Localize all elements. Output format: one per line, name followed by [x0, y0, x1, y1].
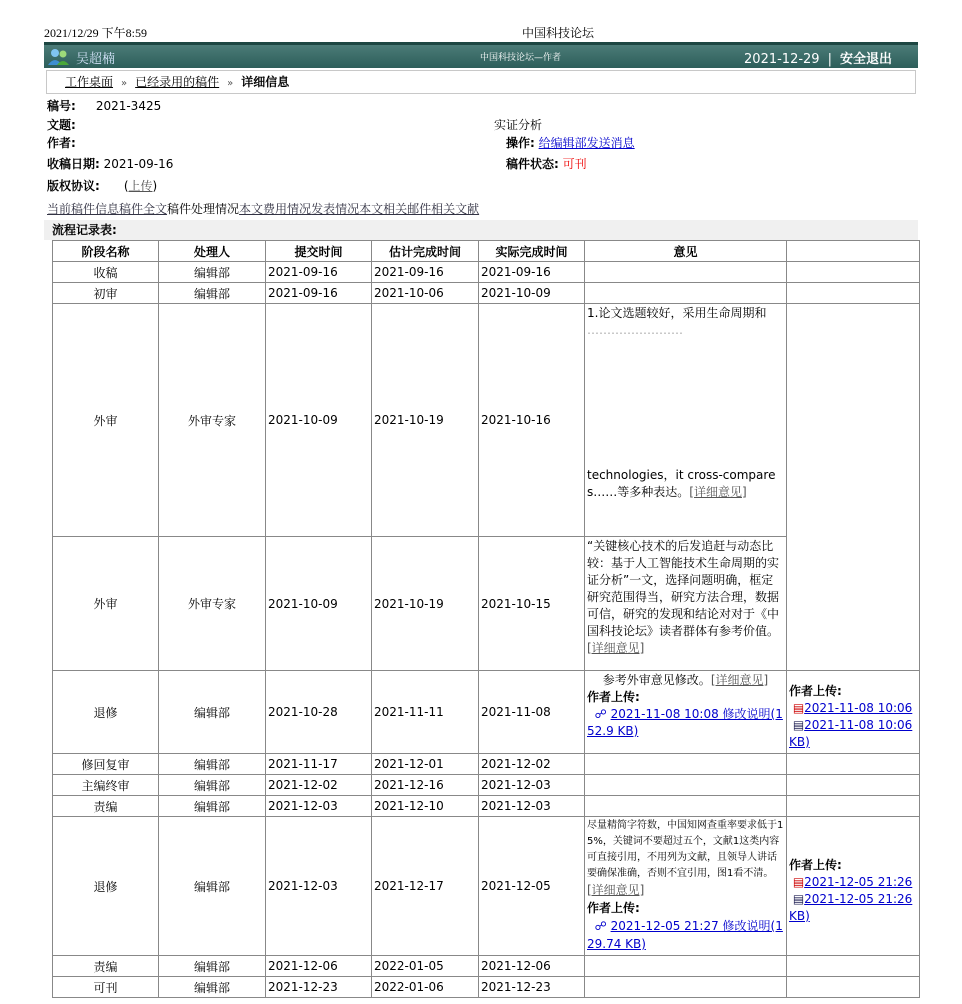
table-row: 退修 编辑部 2021-12-03 2021-12-17 2021-12-05 尽量精简字符数，中国知网查重率要求低于15%，关键词不要超过五个，文献1这类内容可直接引用，不用列为文献，且领导人讲话要确保准确，否则不宜引用，图1看不清。[详细意见] 作者上传: ☍ 2021-12-05 21:27 修改说明(129.74 KB) 作者上传: ▤2021-12-05 21:26 ▤2021-12-05 21:26 KB) [53, 817, 920, 956]
status-value: 可刊 [562, 157, 587, 171]
paperclip-icon: ☍ [587, 707, 611, 721]
user-info [48, 46, 115, 68]
col-handler: 处理人 [159, 241, 266, 262]
opinion-text: “关键核心技术的后发追赶与动态比较：基于人工智能技术生命周期的实证分析”一文，选择问题明确，框定研究范围得当，研究方法合理，数据可信，研究的发现和结论对对于《中国科技论坛》读者群体有参考价值。 [587, 539, 780, 638]
col-submit: 提交时间 [266, 241, 372, 262]
operation [506, 134, 635, 151]
breadcrumb-list[interactable]: 已经录用的稿件 [135, 75, 220, 89]
title-label: 文题: [47, 118, 76, 132]
upload-file-link[interactable]: 2021-11-08 10:06 [804, 718, 913, 732]
opinion-text-top: 1.论文选题较好，采用生命周期和 [587, 306, 767, 320]
link-fees[interactable]: 本文费用情况 [239, 202, 312, 216]
upload-file-link[interactable]: 2021-12-05 21:26 [804, 875, 913, 889]
date-value: 2021-09-16 [103, 157, 174, 171]
system-title: 中国科技论坛—作者 [480, 53, 562, 63]
copyright-upload-link[interactable]: 上传 [128, 179, 153, 193]
link-processing: 稿件处理情况 [167, 202, 240, 216]
opinion-cell: 1.论文选题较好，采用生命周期和 …………………… technologies，it cross-compares……等多种表达。[详细意见] [585, 304, 787, 537]
uploader-label: 作者上传: [587, 690, 640, 704]
top-right [744, 48, 892, 67]
table-row: 外审 外审专家 2021-10-09 2021-10-19 2021-10-15 “关键核心技术的后发追赶与动态比较：基于人工智能技术生命周期的实证分析”一文，选择问题明确，框定研究范围得当，研究方法合理，数据可信，研究的发现和结论对对于《中国科技论坛》读者群体有参考价值。 [详细意见] [53, 537, 920, 671]
id-value: 2021-3425 [95, 99, 162, 113]
col-extra [787, 241, 920, 262]
breadcrumb-current: 详细信息 [241, 75, 290, 89]
table-row: 初审 编辑部 2021-09-16 2021-10-06 2021-10-09 [53, 283, 920, 304]
col-stage: 阶段名称 [53, 241, 159, 262]
revision-file-link[interactable]: 2021-12-05 21:27 修改说明(129.74 KB) [587, 919, 783, 951]
author-label: 作者: [47, 136, 76, 150]
upload-file-link[interactable]: 2021-11-08 10:06 [804, 701, 913, 715]
opinion-text-bottom: technologies，it cross-compares……等多种表达。[详细意见] [587, 468, 776, 499]
table-row: 可刊 编辑部 2021-12-23 2022-01-06 2021-12-23 [53, 977, 920, 998]
table-row: 外审 外审专家 2021-10-09 2021-10-19 2021-10-16 1.论文选题较好，采用生命周期和 …………………… technologies，it cross-compares……等多种表达。[详细意见] [53, 304, 920, 537]
doc-icon: ▤ [789, 892, 805, 906]
table-row: 收稿 编辑部 2021-09-16 2021-09-16 2021-09-16 [53, 262, 920, 283]
table-header [53, 241, 920, 262]
top-bar [44, 42, 918, 68]
revision-file-link[interactable]: 2021-11-08 10:08 修改说明(152.9 KB) [587, 707, 783, 738]
upload-size-link[interactable]: KB) [789, 735, 810, 749]
flow-table [52, 240, 920, 998]
detail-opinion-link[interactable]: [详细意见] [587, 883, 645, 897]
info-links [47, 200, 479, 217]
uploader-label: 作者上传: [587, 901, 640, 915]
opinion-text: 参考外审意见修改。 [602, 673, 711, 687]
table-row: 责编 编辑部 2021-12-06 2022-01-05 2021-12-06 [53, 956, 920, 977]
copyright-label: 版权协议: [47, 179, 100, 193]
table-row: 主编终审 编辑部 2021-12-02 2021-12-16 2021-12-03 [53, 775, 920, 796]
link-fulltext[interactable]: 稿件全文 [119, 202, 168, 216]
logout-link[interactable]: 安全退出 [839, 52, 892, 67]
print-header [44, 24, 918, 40]
op-label: 操作: [506, 136, 535, 150]
status-label: 稿件状态: [506, 157, 559, 171]
flow-title: 流程记录表: [44, 220, 918, 240]
table-row: 修回复审 编辑部 2021-11-17 2021-12-01 2021-12-02 [53, 754, 920, 775]
date-label: 收稿日期: [47, 157, 100, 171]
table-row: 退修 编辑部 2021-10-28 2021-11-11 2021-11-08 参考外审意见修改。[详细意见] 作者上传: ☍ 2021-11-08 10:08 修改说明(152.9 KB) 作者上传: ▤2021-11-08 10:06 ▤2021-11-08 10:06 KB) [53, 671, 920, 754]
id-label: 稿号: [47, 99, 76, 113]
divider: | [827, 52, 832, 67]
send-message-link[interactable]: 给编辑部发送消息 [538, 136, 635, 150]
title-value: 实证分析 [494, 118, 543, 132]
print-site-title: 中国科技论坛 [522, 26, 595, 40]
paperclip-icon: ☍ [587, 919, 611, 933]
current-date: 2021-12-29 [744, 52, 820, 67]
breadcrumb-sep-1: » [121, 78, 128, 89]
link-references[interactable]: 相关文献 [431, 202, 480, 216]
detail-opinion-link[interactable]: [详细意见] [587, 641, 645, 655]
link-current-info[interactable]: 当前稿件信息 [47, 202, 120, 216]
opinion-cell [585, 537, 787, 671]
col-est: 估计完成时间 [372, 241, 479, 262]
link-publication[interactable]: 发表情况 [311, 202, 360, 216]
author-upload-cell: 作者上传: ▤2021-12-05 21:26 ▤2021-12-05 21:26 KB) [787, 817, 920, 956]
pdf-icon: ▤ [789, 875, 805, 889]
opinion-text: 尽量精简字符数，中国知网查重率要求低于15%，关键词不要超过五个，文献1这类内容可直接引用，不用列为文献，且领导人讲话要确保准确，否则不宜引用，图1看不清。 [587, 820, 784, 879]
user-name: 吴超楠 [76, 51, 116, 67]
breadcrumb [46, 70, 916, 94]
table-row: 责编 编辑部 2021-12-03 2021-12-10 2021-12-03 [53, 796, 920, 817]
breadcrumb-home[interactable]: 工作桌面 [65, 75, 114, 89]
copyright: 版权协议: (上传) [47, 179, 158, 193]
col-actual: 实际完成时间 [479, 241, 585, 262]
doc-icon: ▤ [789, 718, 805, 732]
upload-file-link[interactable]: 2021-12-05 21:26 [804, 892, 913, 906]
manuscript-id [47, 97, 161, 114]
opinion-cell [585, 671, 787, 754]
received-date [47, 155, 173, 172]
col-opinion: 意见 [585, 241, 787, 262]
upload-size-link[interactable]: KB) [789, 909, 810, 923]
link-emails[interactable]: 本文相关邮件 [359, 202, 432, 216]
users-icon [48, 48, 70, 66]
opinion-cell [585, 817, 787, 956]
detail-opinion-link[interactable]: [详细意见] [710, 673, 769, 687]
print-timestamp: 2021/12/29 下午8:59 [44, 26, 148, 40]
pdf-icon: ▤ [789, 701, 805, 715]
breadcrumb-sep-2: » [227, 78, 234, 89]
status [506, 155, 587, 172]
author-upload-cell: 作者上传: ▤2021-11-08 10:06 ▤2021-11-08 10:06 KB) [787, 671, 920, 754]
detail-opinion-link[interactable]: [详细意见] [689, 485, 747, 499]
